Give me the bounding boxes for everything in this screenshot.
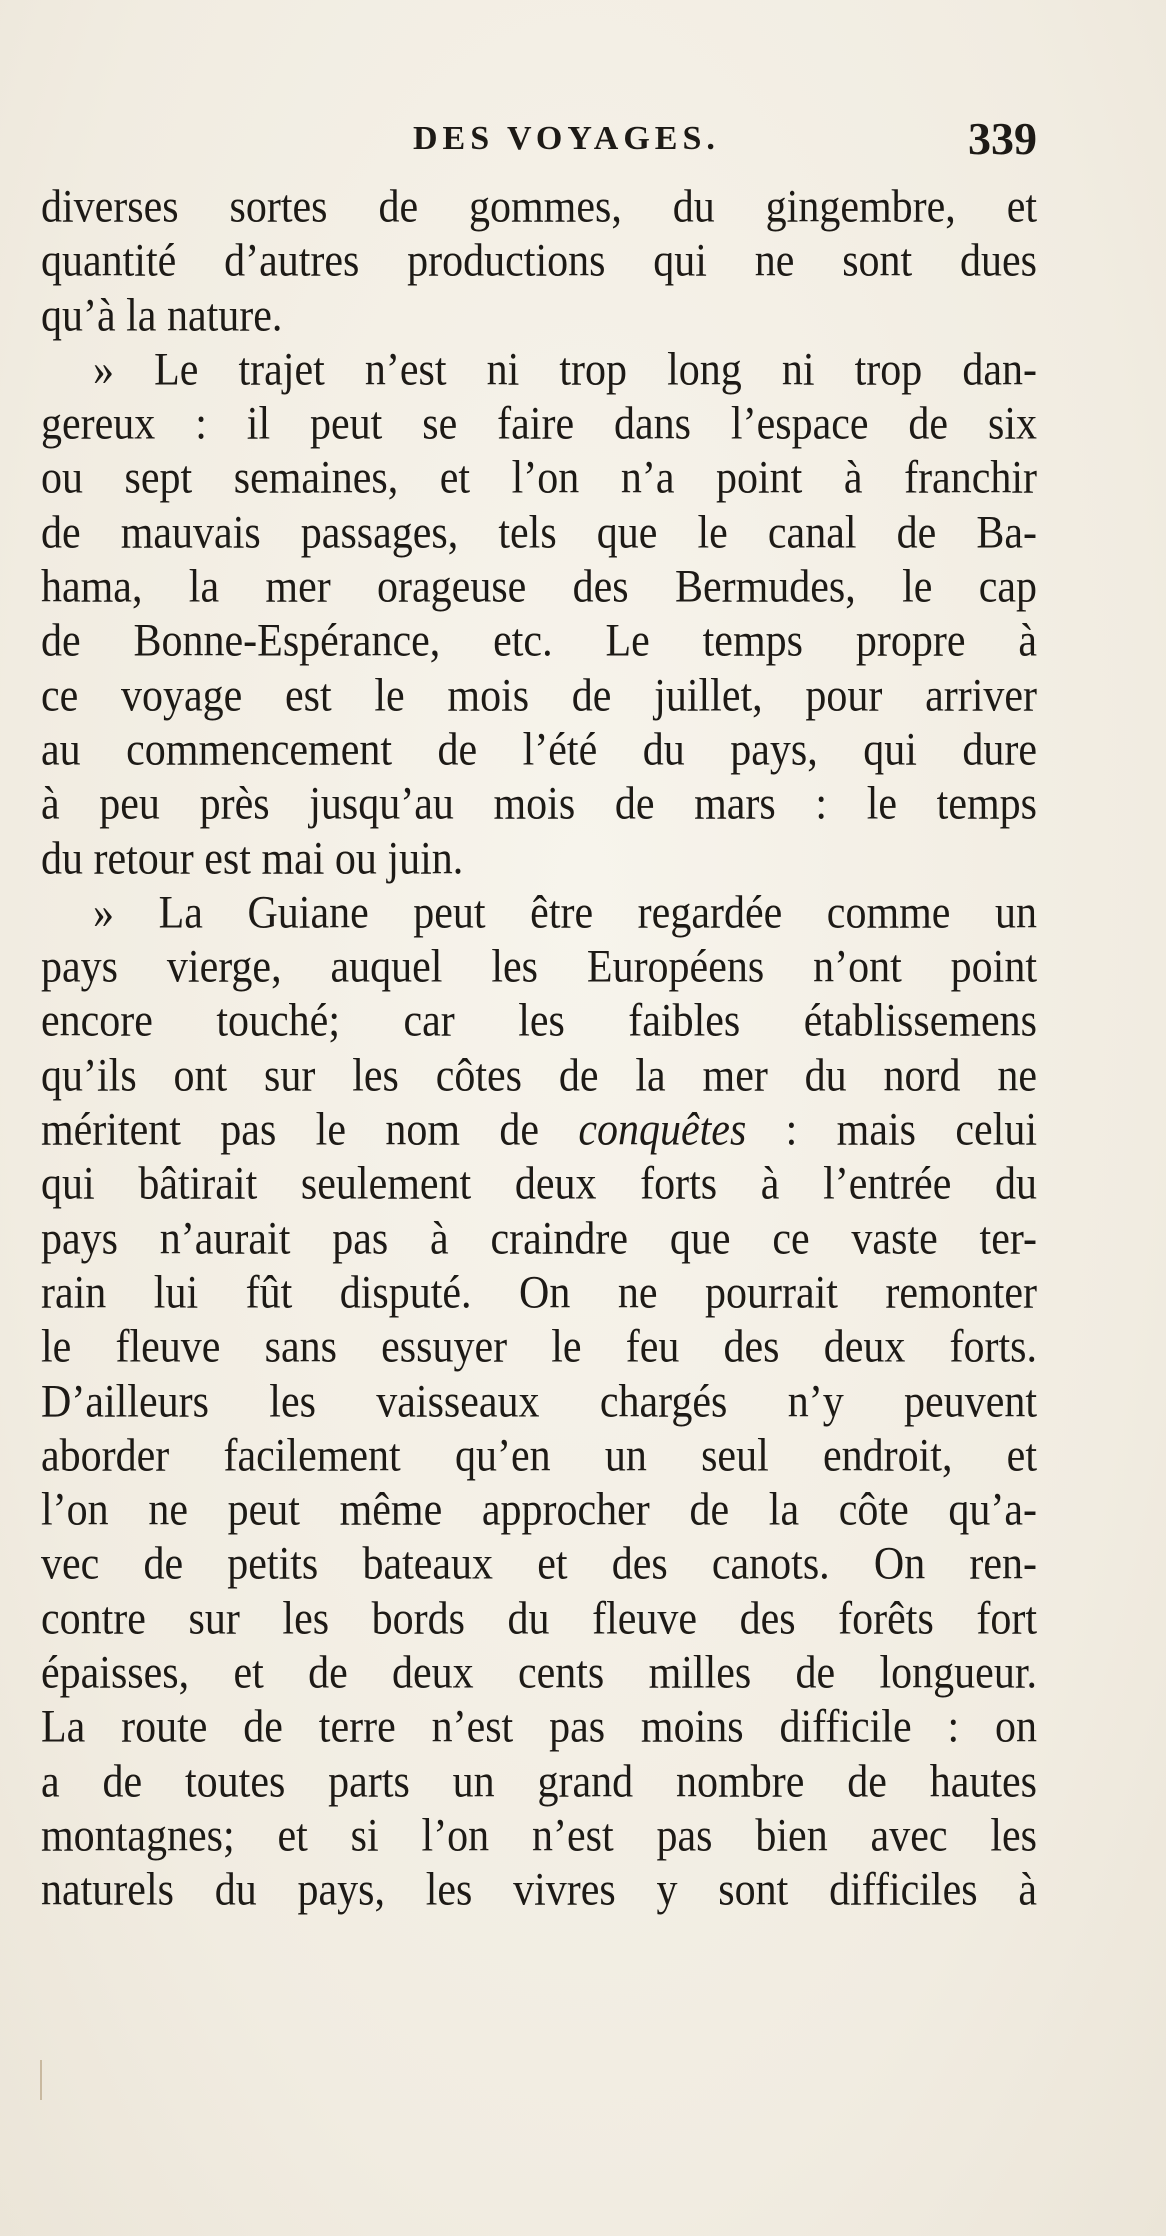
page-number: 339 [968,113,1037,164]
text-segment: : mais celui [746,1104,1037,1156]
text-line: aborder facilement qu’en un seul endroit, et [41,1430,1037,1482]
page-header [41,112,1037,168]
text-line: l’on ne peut même approcher de la côte qu’a- [41,1484,1037,1536]
text-line: épaisses, et de deux cents milles de longueur. [41,1647,1037,1699]
text-line: montagnes; et si l’on n’est pas bien avec les [41,1810,1037,1862]
text-line: qu’à la nature. [41,289,283,342]
text-line: à peu près jusqu’au mois de mars : le temps [41,778,1037,831]
text-line: D’ailleurs les vaisseaux chargés n’y peuvent [41,1375,1037,1428]
text-line: La route de terre n’est pas moins difficile : on [41,1701,1037,1754]
text-line: rain lui fût disputé. On ne pourrait remonter [41,1267,1037,1319]
text-line: naturels du pays, les vivres y sont difficiles à [41,1864,1037,1916]
running-title: DES VOYAGES. [413,120,720,157]
text-line: gereux : il peut se faire dans l’espace de six [41,398,1037,450]
text-line: du retour est mai ou juin. [41,832,464,885]
text-line: ou sept semaines, et l’on n’a point à franchir [41,452,1037,505]
paper-blemish [40,2060,42,2100]
text-line: qu’ils ont sur les côtes de la mer du nord ne [41,1049,1037,1102]
text-line: pays vierge, auquel les Européens n’ont point [41,941,1037,993]
text-line: hama, la mer orageuse des Bermudes, le cap [41,561,1037,613]
text-line: ce voyage est le mois de juillet, pour arriver [41,669,1037,722]
text-line [41,1100,1037,1161]
text-line: qui bâtirait seulement deux forts à l’entrée du [41,1158,1037,1211]
text-line: de mauvais passages, tels que le canal de Ba- [41,507,1037,559]
italic-word: conquêtes [578,1104,747,1156]
text-line: contre sur les bords du fleuve des forêts fort [41,1592,1037,1645]
paragraph-start-line: » Le trajet n’est ni trop long ni trop dan- [93,344,1037,396]
text-line: pays n’aurait pas à craindre que ce vaste ter- [41,1212,1037,1265]
text-line: encore touché; car les faibles établissemens [41,995,1037,1048]
text-line: au commencement de l’été du pays, qui dure [41,724,1037,776]
text-line: vec de petits bateaux et des canots. On ren- [41,1538,1037,1591]
body-text [41,180,1037,1918]
text-line: a de toutes parts un grand nombre de hautes [41,1755,1037,1808]
text-line: diverses sortes de gommes, du gingembre, et [41,181,1037,233]
text-line: de Bonne-Espérance, etc. Le temps propre à [41,615,1037,668]
paragraph-start-line: » La Guiane peut être regardée comme un [93,887,1037,939]
text-segment: méritent pas le nom de [41,1104,579,1156]
text-line: quantité d’autres productions qui ne sont dues [41,235,1037,288]
text-line: le fleuve sans essuyer le feu des deux forts. [41,1321,1037,1373]
